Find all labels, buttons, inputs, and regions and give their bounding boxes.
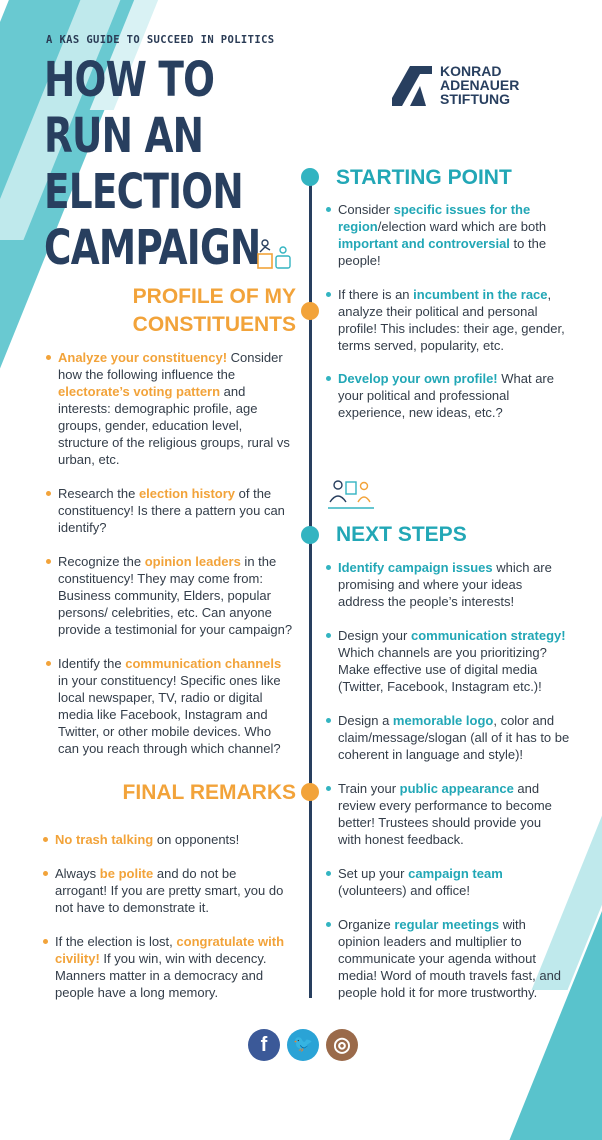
twitter-icon[interactable] bbox=[287, 1029, 319, 1061]
body-text: If the election is lost, bbox=[55, 934, 177, 949]
kicker: A KAS GUIDE TO SUCCEED IN POLITICS bbox=[46, 34, 275, 46]
list-item bbox=[58, 485, 290, 536]
body-text: and review every performance to become better! Trustees should provide you with honest feedback. bbox=[338, 781, 552, 847]
highlight-text: Analyze your constituency! bbox=[58, 350, 228, 365]
body-text: in the constituency! They may come from: Business community, Elders, popular persons/ celebrities, etc. Can anyone provide a testimonial for your campaign? bbox=[58, 554, 293, 637]
body-text: Train your bbox=[338, 781, 400, 796]
body-text: /election ward which are both bbox=[377, 219, 547, 234]
body-text: If there is an bbox=[338, 287, 414, 302]
list-item bbox=[338, 201, 560, 269]
highlight-text: be polite bbox=[99, 866, 154, 881]
facebook-icon[interactable] bbox=[248, 1029, 280, 1061]
timeline-dot bbox=[301, 526, 319, 544]
highlight-text: electorate’s voting pattern bbox=[58, 384, 221, 399]
list-item bbox=[338, 712, 570, 763]
body-text: Always bbox=[55, 866, 100, 881]
highlight-text: specific issues for the region bbox=[338, 202, 531, 234]
list-item bbox=[338, 627, 566, 695]
list-item bbox=[338, 286, 568, 354]
timeline-dot bbox=[301, 168, 319, 186]
heading-line: PROFILE OF MY bbox=[132, 285, 296, 308]
highlight-text: election history bbox=[138, 486, 236, 501]
section-heading-starting-point: STARTING POINT bbox=[336, 166, 512, 189]
highlight-text: Identify campaign issues bbox=[338, 560, 493, 575]
highlight-text: communication strategy! bbox=[410, 628, 566, 643]
body-text: which are promising and where your ideas address the people’s interests! bbox=[338, 560, 552, 609]
body-text: to the people! bbox=[338, 236, 547, 268]
section-heading-profile bbox=[130, 283, 296, 339]
body-text: Which channels are you prioritizing? Make effective use of digital media (Twitter, Facebook, Instagram etc.)! bbox=[338, 645, 547, 694]
body-text: with opinion leaders and multiplier to communicate your agenda without media! Word of mouth travels fast, and people hold it for more trustworthy. bbox=[338, 917, 562, 1000]
body-text: Research the bbox=[58, 486, 139, 501]
section-heading-next-steps: NEXT STEPS bbox=[336, 523, 467, 546]
body-text: Recognize the bbox=[58, 554, 145, 569]
logo-line: ADENAUER bbox=[440, 77, 520, 93]
body-text: (volunteers) and office! bbox=[338, 883, 470, 898]
body-text: Set up your bbox=[338, 866, 409, 881]
logo-line: KONRAD bbox=[440, 63, 502, 79]
speaker-podium-icon bbox=[256, 238, 292, 272]
logo-line: STIFTUNG bbox=[440, 91, 510, 107]
highlight-text: congratulate with civility! bbox=[55, 934, 285, 966]
list-item bbox=[338, 865, 560, 899]
body-text: Organize bbox=[338, 917, 395, 932]
highlight-text: public appearance bbox=[399, 781, 514, 796]
list-item bbox=[55, 865, 291, 916]
list-item bbox=[338, 370, 560, 421]
list-item bbox=[55, 831, 289, 848]
logo-wordmark bbox=[440, 64, 519, 106]
twitter-glyph: 🐦 bbox=[293, 1036, 313, 1053]
timeline-line bbox=[309, 176, 312, 998]
facebook-glyph: f bbox=[260, 1034, 268, 1056]
meeting-people-icon bbox=[326, 478, 376, 514]
body-text: and interests: demographic profile, age groups, gender, education level, structure of the religious groups, rural vs urban, etc. bbox=[58, 384, 290, 467]
highlight-text: opinion leaders bbox=[144, 554, 241, 569]
body-text: If you win, win with decency. Manners matter in a democracy and people have a long memory. bbox=[55, 951, 267, 1000]
body-text: of the constituency! Is there a pattern you can identify? bbox=[58, 486, 285, 535]
body-text: Identify the bbox=[58, 656, 126, 671]
list-item bbox=[58, 349, 290, 468]
list-item bbox=[58, 553, 294, 638]
highlight-text: regular meetings bbox=[394, 917, 500, 932]
list-item bbox=[58, 655, 288, 757]
highlight-text: campaign team bbox=[408, 866, 503, 881]
timeline-dot bbox=[301, 302, 319, 320]
section-heading-final-remarks: FINAL REMARKS bbox=[122, 781, 296, 804]
highlight-text: No trash talking bbox=[55, 832, 154, 847]
body-text: in your constituency! Specific ones like local newspaper, TV, radio or digital media like Facebook, Instagram and Twitter, or other mobile devices. Who can you reach through which channel? bbox=[58, 673, 281, 756]
list-item bbox=[338, 780, 560, 848]
body-text: Design your bbox=[338, 628, 411, 643]
page-title: HOW TO RUN AN ELECTION CAMPAIGN bbox=[44, 52, 261, 276]
body-text: , analyze their political and personal profile! This includes: their age, gender, terms served, popularity, etc. bbox=[338, 287, 565, 353]
body-text: and do not be arrogant! If you are pretty smart, you do not have to demonstrate it. bbox=[55, 866, 284, 915]
highlight-text: communication channels bbox=[125, 656, 282, 671]
heading-line: CONSTITUENTS bbox=[132, 313, 296, 336]
body-text: , color and claim/message/slogan (all of it has to be coherent in language and style)! bbox=[338, 713, 570, 762]
kas-logo-icon bbox=[392, 66, 432, 106]
highlight-text: memorable logo bbox=[392, 713, 494, 728]
list-item bbox=[55, 933, 291, 1001]
list-item bbox=[338, 559, 562, 610]
highlight-text: incumbent in the race bbox=[413, 287, 548, 302]
body-text: Consider how the following influence the bbox=[58, 350, 283, 382]
body-text: Design a bbox=[338, 713, 393, 728]
body-text: What are your political and professional experience, new ideas, etc.? bbox=[338, 371, 554, 420]
instagram-icon[interactable] bbox=[326, 1029, 358, 1061]
highlight-text: Develop your own profile! bbox=[338, 371, 498, 386]
highlight-text: important and controversial bbox=[338, 236, 510, 251]
list-item bbox=[338, 916, 564, 1001]
body-text: on opponents! bbox=[153, 832, 240, 847]
body-text: Consider bbox=[338, 202, 394, 217]
timeline-dot bbox=[301, 783, 319, 801]
instagram-glyph: ◎ bbox=[333, 1034, 351, 1056]
